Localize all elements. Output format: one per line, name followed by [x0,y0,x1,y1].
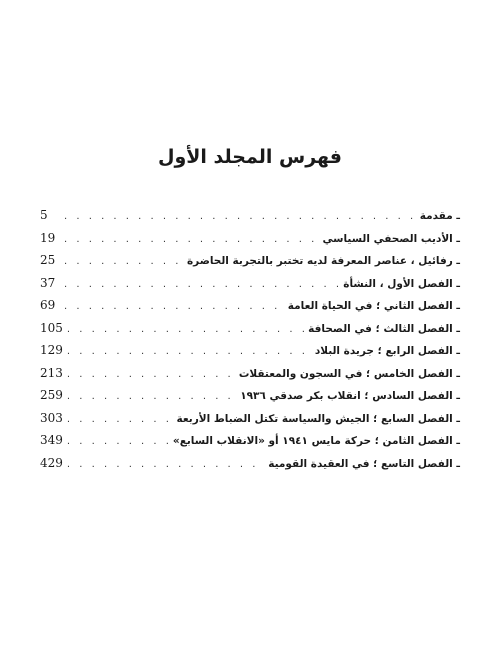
toc-leader-dots [67,436,169,447]
toc-entry-page: 37 [40,275,56,290]
page-title: فهرس المجلد الأول [157,146,343,168]
toc-entry-page: 19 [40,230,56,245]
toc-entry-page: 5 [40,208,48,222]
toc-entry [40,456,460,479]
toc-entry-title: ـ الفصل الخامس ؛ في السجون والمعتقلات [238,367,460,380]
toc-leader-dots [67,346,311,357]
toc-entry-page: 349 [40,433,63,447]
toc-entry-page: 213 [40,365,63,380]
toc-leader-dots [67,391,236,402]
toc-entry [40,388,460,411]
toc-leader-dots [64,211,416,222]
toc-entry [40,231,460,254]
toc-entry-title: ـ الفصل السادس ؛ انقلاب بكر صدقي ١٩٣٦ [240,390,460,402]
toc-entry-title: ـ الفصل الثاني ؛ في الحياة العامة [287,300,460,312]
toc-entry-title: ـ الفصل الرابع ؛ جريدة البلاد [314,345,460,357]
toc-entry [40,343,460,366]
toc-entry-title: ـ الفصل الأول ، النشأة [343,277,460,290]
toc-entry-title: ـ الفصل الثامن ؛ حركة مايس ١٩٤١ أو «الانقلاب السابع» [172,435,460,447]
toc-leader-dots [67,324,304,335]
toc-entry [40,366,460,389]
table-of-contents [40,208,460,478]
toc-leader-dots [64,234,319,245]
toc-entry [40,253,460,276]
toc-entry-title: ـ الفصل التاسع ؛ في العقيدة القومية [268,457,460,470]
toc-entry [40,411,460,434]
toc-entry-page: 429 [40,455,63,470]
toc-entry [40,276,460,299]
toc-entry [40,321,460,344]
toc-entry [40,298,460,321]
toc-leader-dots [64,256,183,267]
toc-entry-title: ـ الأديب الصحفي السياسي [322,232,460,245]
toc-entry-page: 69 [40,298,56,312]
toc-entry [40,208,460,231]
toc-entry-title: ـ مقدمة [419,210,460,222]
toc-entry-page: 303 [40,410,63,425]
toc-entry-page: 129 [40,343,63,357]
toc-leader-dots [64,301,284,312]
toc-leader-dots [67,459,264,470]
toc-entry-title: ـ الفصل الثالث ؛ في الصحافة [308,322,460,335]
toc-leader-dots [64,279,339,290]
toc-entry-title: ـ رفائيل ، عناصر المعرفة لديه تختبر بالتجربة الحاضرة [186,255,460,267]
toc-leader-dots [67,369,235,380]
toc-entry-page: 259 [40,388,63,402]
toc-entry-page: 25 [40,253,56,267]
toc-entry-title: ـ الفصل السابع ؛ الجيش والسياسة تكتل الضباط الأربعة [176,412,460,425]
toc-leader-dots [67,414,173,425]
toc-entry [40,433,460,456]
toc-entry-page: 105 [40,320,63,335]
